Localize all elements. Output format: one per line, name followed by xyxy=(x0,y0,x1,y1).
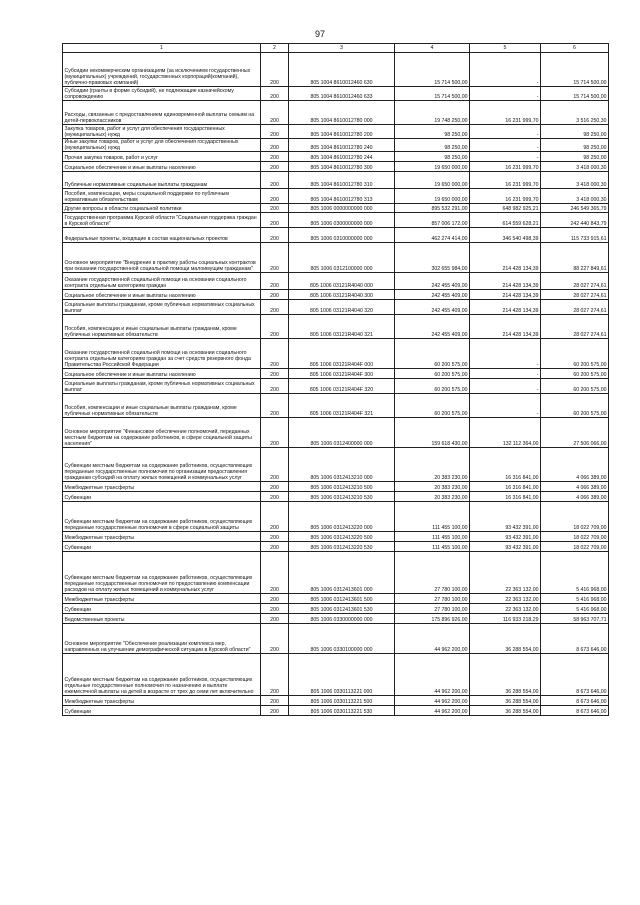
row-approved-cell: 111 455 100,00 xyxy=(395,532,470,542)
row-name-cell: Субвенции xyxy=(63,542,261,552)
row-grbs-cell: 200 xyxy=(261,604,289,614)
row-grbs-cell: 200 xyxy=(261,172,289,189)
budget-table xyxy=(62,43,609,716)
row-grbs-cell: 200 xyxy=(261,273,289,290)
row-grbs-cell: 200 xyxy=(261,300,289,315)
row-executed-cell: 16 231 999,70 xyxy=(470,189,541,204)
row-code-cell: 805 1004 8610012780 200 xyxy=(289,125,395,139)
row-remaining-cell: 18 022 709,00 xyxy=(541,542,609,552)
table-row xyxy=(63,542,609,552)
row-executed-cell: - xyxy=(470,53,541,87)
row-grbs-cell: 200 xyxy=(261,228,289,243)
row-approved-cell: 60 200 575,00 xyxy=(395,394,470,418)
row-name-cell: Межбюджетные трансферты xyxy=(63,696,261,706)
row-executed-cell: 16 231 999,70 xyxy=(470,162,541,172)
row-remaining-cell: 98 250,00 xyxy=(541,125,609,139)
row-code-cell: 805 1004 8610012780 310 xyxy=(289,172,395,189)
row-executed-cell: - xyxy=(470,379,541,394)
table-row xyxy=(63,482,609,492)
row-grbs-cell: 200 xyxy=(261,624,289,654)
row-grbs-cell: 200 xyxy=(261,53,289,87)
row-remaining-cell: 98 250,00 xyxy=(541,152,609,162)
row-name-cell: Основное мероприятие "Финансовое обеспечение полномочий, переданных местным бюджетам на содержание работников, в сфере социальной защиты населения" xyxy=(63,418,261,448)
header-cell: 6 xyxy=(541,44,609,53)
row-remaining-cell: 246 549 365,79 xyxy=(541,204,609,213)
row-name-cell: Иные закупки товаров, работ и услуг для обеспечения государственных (муниципальных) нужд xyxy=(63,139,261,152)
row-executed-cell: 36 288 554,00 xyxy=(470,706,541,716)
row-code-cell: 805 1006 0312100000 000 xyxy=(289,243,395,273)
row-remaining-cell: 8 673 646,00 xyxy=(541,706,609,716)
row-grbs-cell: 200 xyxy=(261,162,289,172)
row-approved-cell: 19 650 000,00 xyxy=(395,172,470,189)
row-remaining-cell: 4 066 389,00 xyxy=(541,492,609,502)
row-code-cell: 805 1006 0312413220 500 xyxy=(289,532,395,542)
row-approved-cell: 111 455 100,00 xyxy=(395,502,470,532)
row-executed-cell: - xyxy=(470,369,541,379)
row-approved-cell: 44 962 200,00 xyxy=(395,654,470,696)
row-approved-cell: 27 780 100,00 xyxy=(395,604,470,614)
row-code-cell: 805 1004 8610012780 313 xyxy=(289,189,395,204)
table-row xyxy=(63,532,609,542)
row-name-cell: Субсидии некоммерческим организациям (за исключением государственных (муниципальных) учреждений, государственных корпораций(компаний), публично-правовых компаний) xyxy=(63,53,261,87)
row-executed-cell: 132 112 364,00 xyxy=(470,418,541,448)
row-remaining-cell: 5 416 968,00 xyxy=(541,552,609,594)
row-executed-cell: 22 363 132,00 xyxy=(470,594,541,604)
row-grbs-cell: 200 xyxy=(261,101,289,125)
table-row xyxy=(63,125,609,139)
row-name-cell: Субвенции местным бюджетам на содержание работников, осуществляющих переданные государственные полномочия по организации предоставления гражданам субсидий на оплату жилых помещений и коммунальных услуг xyxy=(63,448,261,482)
table-row xyxy=(63,379,609,394)
table-row xyxy=(63,243,609,273)
row-executed-cell: - xyxy=(470,87,541,101)
row-code-cell: 805 1006 0300000000 000 xyxy=(289,213,395,228)
table-row xyxy=(63,492,609,502)
row-grbs-cell: 200 xyxy=(261,552,289,594)
row-executed-cell: - xyxy=(470,394,541,418)
row-name-cell: Основное мероприятие "Обеспечение реализации комплекса мер, направленных на улучшение демографической ситуации в Курской области" xyxy=(63,624,261,654)
table-row xyxy=(63,315,609,339)
row-code-cell: 805 1006 03121R4040 000 xyxy=(289,273,395,290)
row-remaining-cell: 88 227 849,61 xyxy=(541,243,609,273)
row-approved-cell: 60 200 575,00 xyxy=(395,369,470,379)
row-executed-cell: - xyxy=(470,125,541,139)
row-name-cell: Субвенции местным бюджетам на содержание работников, осуществляющих отдельные государственные полномочия по назначению и выплате ежемесячной выплаты на детей в возрасте от трех до семи лет включительно xyxy=(63,654,261,696)
row-executed-cell: - xyxy=(470,339,541,369)
row-approved-cell: 242 455 409,00 xyxy=(395,315,470,339)
row-grbs-cell: 200 xyxy=(261,152,289,162)
table-row xyxy=(63,654,609,696)
table-row xyxy=(63,228,609,243)
row-executed-cell: 93 432 391,00 xyxy=(470,532,541,542)
row-remaining-cell: 60 200 575,00 xyxy=(541,379,609,394)
row-code-cell: 805 1006 03121R404F 321 xyxy=(289,394,395,418)
row-executed-cell: 214 428 134,39 xyxy=(470,315,541,339)
row-executed-cell: 116 933 218,29 xyxy=(470,614,541,624)
row-grbs-cell: 200 xyxy=(261,492,289,502)
row-code-cell: 805 1004 8610012780 300 xyxy=(289,162,395,172)
row-remaining-cell: 8 673 646,00 xyxy=(541,624,609,654)
header-cell: 4 xyxy=(395,44,470,53)
row-grbs-cell: 200 xyxy=(261,696,289,706)
table-row xyxy=(63,101,609,125)
table-row xyxy=(63,162,609,172)
row-remaining-cell: 60 200 575,00 xyxy=(541,394,609,418)
row-name-cell: Оказание государственной социальной помощи на основании социального контракта отдельным категориям граждан xyxy=(63,273,261,290)
row-grbs-cell: 200 xyxy=(261,706,289,716)
row-executed-cell: 36 288 554,00 xyxy=(470,654,541,696)
budget-table-body xyxy=(63,44,609,716)
row-approved-cell: 20 383 230,00 xyxy=(395,448,470,482)
row-approved-cell: 175 896 926,00 xyxy=(395,614,470,624)
header-cell: 2 xyxy=(261,44,289,53)
row-code-cell: 805 1006 0312413210 530 xyxy=(289,492,395,502)
row-executed-cell: 214 428 134,39 xyxy=(470,290,541,300)
row-approved-cell: 44 962 200,00 xyxy=(395,706,470,716)
row-approved-cell: 19 650 000,00 xyxy=(395,162,470,172)
row-name-cell: Публичные нормативные социальные выплаты гражданам xyxy=(63,172,261,189)
table-row xyxy=(63,339,609,369)
row-name-cell: Пособия, компенсации, меры социальной поддержки по публичным нормативным обязательствам xyxy=(63,189,261,204)
table-row xyxy=(63,53,609,87)
row-name-cell: Прочая закупка товаров, работ и услуг xyxy=(63,152,261,162)
row-grbs-cell: 200 xyxy=(261,339,289,369)
row-approved-cell: 242 455 409,00 xyxy=(395,290,470,300)
row-name-cell: Пособия, компенсации и иные социальные выплаты гражданам, кроме публичных нормативных обязательств xyxy=(63,394,261,418)
row-grbs-cell: 200 xyxy=(261,87,289,101)
row-approved-cell: 44 962 200,00 xyxy=(395,696,470,706)
table-row xyxy=(63,300,609,315)
row-executed-cell: 16 231 999,70 xyxy=(470,172,541,189)
row-code-cell: 805 1006 0312413220 000 xyxy=(289,502,395,532)
row-executed-cell: 93 432 391,00 xyxy=(470,542,541,552)
table-row xyxy=(63,594,609,604)
row-grbs-cell: 200 xyxy=(261,315,289,339)
table-row xyxy=(63,604,609,614)
row-code-cell: 805 1006 0312400000 000 xyxy=(289,418,395,448)
row-approved-cell: 27 780 100,00 xyxy=(395,594,470,604)
row-executed-cell: - xyxy=(470,152,541,162)
row-executed-cell: 36 288 554,00 xyxy=(470,696,541,706)
table-row xyxy=(63,189,609,204)
row-approved-cell: 98 250,00 xyxy=(395,139,470,152)
row-remaining-cell: 28 027 274,61 xyxy=(541,290,609,300)
row-code-cell: 805 1006 03121R404F 320 xyxy=(289,379,395,394)
row-remaining-cell: 3 418 000,30 xyxy=(541,172,609,189)
table-row xyxy=(63,696,609,706)
row-approved-cell: 857 006 172,00 xyxy=(395,213,470,228)
row-approved-cell: 15 714 500,00 xyxy=(395,53,470,87)
row-code-cell: 805 1006 0312413601 500 xyxy=(289,594,395,604)
row-remaining-cell: 3 418 000,30 xyxy=(541,162,609,172)
row-approved-cell: 44 962 200,00 xyxy=(395,624,470,654)
row-grbs-cell: 200 xyxy=(261,482,289,492)
row-approved-cell: 242 455 409,00 xyxy=(395,300,470,315)
row-grbs-cell: 200 xyxy=(261,290,289,300)
row-remaining-cell: 60 200 575,00 xyxy=(541,369,609,379)
row-remaining-cell: 15 714 500,00 xyxy=(541,53,609,87)
row-code-cell: 805 1006 0330100000 000 xyxy=(289,624,395,654)
row-remaining-cell: 27 506 066,00 xyxy=(541,418,609,448)
row-remaining-cell: 3 516 250,30 xyxy=(541,101,609,125)
table-row xyxy=(63,552,609,594)
row-executed-cell: 648 982 925,21 xyxy=(470,204,541,213)
table-row xyxy=(63,706,609,716)
row-grbs-cell: 200 xyxy=(261,594,289,604)
row-name-cell: Субвенции местным бюджетам на содержание работников, осуществляющих переданные государственные полномочия в сфере социальной защиты xyxy=(63,502,261,532)
header-cell: 5 xyxy=(470,44,541,53)
row-name-cell: Расходы, связанные с предоставлением единовременной выплаты семьям на детей-первоклассников xyxy=(63,101,261,125)
table-row xyxy=(63,614,609,624)
row-name-cell: Субвенции xyxy=(63,706,261,716)
row-executed-cell: 93 432 391,00 xyxy=(470,502,541,532)
row-remaining-cell: 15 714 500,00 xyxy=(541,87,609,101)
row-executed-cell: 16 231 999,70 xyxy=(470,101,541,125)
row-remaining-cell: 18 022 709,00 xyxy=(541,502,609,532)
row-approved-cell: 895 532 291,00 xyxy=(395,204,470,213)
table-row xyxy=(63,139,609,152)
row-remaining-cell: 8 673 646,00 xyxy=(541,654,609,696)
row-code-cell: 805 1004 8610012780 244 xyxy=(289,152,395,162)
row-name-cell: Социальное обеспечение и иные выплаты населению xyxy=(63,369,261,379)
row-name-cell: Закупка товаров, работ и услуг для обеспечения государственных (муниципальных) нужд xyxy=(63,125,261,139)
table-row xyxy=(63,204,609,213)
table-row xyxy=(63,418,609,448)
row-code-cell: 805 1006 0312413210 000 xyxy=(289,448,395,482)
row-remaining-cell: 8 673 646,00 xyxy=(541,696,609,706)
row-name-cell: Субвенции xyxy=(63,604,261,614)
row-name-cell: Социальные выплаты гражданам, кроме публичных нормативных социальных выплат xyxy=(63,379,261,394)
row-approved-cell: 111 455 100,00 xyxy=(395,542,470,552)
row-remaining-cell: 242 440 843,79 xyxy=(541,213,609,228)
row-approved-cell: 462 274 414,00 xyxy=(395,228,470,243)
row-name-cell: Субсидии (гранты в форме субсидий), не подлежащие казначейскому сопровождению xyxy=(63,87,261,101)
row-name-cell: Федеральные проекты, входящие в состав национальных проектов xyxy=(63,228,261,243)
row-code-cell: 805 1006 0312413601 000 xyxy=(289,552,395,594)
row-code-cell: 805 1006 0330000000 000 xyxy=(289,614,395,624)
row-code-cell: 805 1006 0330113221 500 xyxy=(289,696,395,706)
row-remaining-cell: 28 027 274,61 xyxy=(541,273,609,290)
row-approved-cell: 15 714 500,00 xyxy=(395,87,470,101)
row-code-cell: 805 1004 8610012460 633 xyxy=(289,87,395,101)
row-code-cell: 805 1006 03121R4040 320 xyxy=(289,300,395,315)
table-header-row xyxy=(63,44,609,53)
row-name-cell: Ведомственные проекты xyxy=(63,614,261,624)
row-code-cell: 805 1006 0000000000 000 xyxy=(289,204,395,213)
row-name-cell: Межбюджетные трансферты xyxy=(63,532,261,542)
row-code-cell: 805 1006 0312413601 530 xyxy=(289,604,395,614)
row-name-cell: Субвенции местным бюджетам на содержание работников, осуществляющих переданные государственные полномочия по предоставлению компенсации расходов на оплату жилых помещений и коммунальных услуг xyxy=(63,552,261,594)
row-remaining-cell: 58 963 707,71 xyxy=(541,614,609,624)
row-name-cell: Социальные выплаты гражданам, кроме публичных нормативных социальных выплат xyxy=(63,300,261,315)
row-executed-cell: 214 428 134,39 xyxy=(470,300,541,315)
table-row xyxy=(63,87,609,101)
row-grbs-cell: 200 xyxy=(261,379,289,394)
row-name-cell: Основное мероприятие "Внедрение в практику работы социальных контрактов при оказании государственной социальной помощи малоимущим гражданам" xyxy=(63,243,261,273)
row-name-cell: Социальное обеспечение и иные выплаты населению xyxy=(63,290,261,300)
row-executed-cell: - xyxy=(470,139,541,152)
row-executed-cell: 214 428 134,39 xyxy=(470,243,541,273)
row-code-cell: 805 1006 0312413220 530 xyxy=(289,542,395,552)
page-number: 97 xyxy=(314,29,325,39)
table-row xyxy=(63,172,609,189)
row-grbs-cell: 200 xyxy=(261,125,289,139)
row-code-cell: 805 1006 0310000000 000 xyxy=(289,228,395,243)
row-grbs-cell: 200 xyxy=(261,418,289,448)
row-executed-cell: 36 288 554,00 xyxy=(470,624,541,654)
row-approved-cell: 60 200 575,00 xyxy=(395,379,470,394)
row-remaining-cell: 4 066 389,00 xyxy=(541,482,609,492)
row-remaining-cell: 5 416 968,00 xyxy=(541,604,609,614)
row-name-cell: Межбюджетные трансферты xyxy=(63,594,261,604)
table-row xyxy=(63,369,609,379)
row-code-cell: 805 1004 8610012460 630 xyxy=(289,53,395,87)
row-approved-cell: 242 455 409,00 xyxy=(395,273,470,290)
row-grbs-cell: 200 xyxy=(261,243,289,273)
row-name-cell: Другие вопросы в области социальной политики xyxy=(63,204,261,213)
table-row xyxy=(63,502,609,532)
row-approved-cell: 19 748 250,00 xyxy=(395,101,470,125)
row-name-cell: Оказание государственной социальной помощи на основании социального контракта отдельным категориям граждан за счет средств резервного фонда Правительства Российской Федерации xyxy=(63,339,261,369)
row-executed-cell: 346 540 498,39 xyxy=(470,228,541,243)
row-grbs-cell: 200 xyxy=(261,532,289,542)
row-approved-cell: 27 780 100,00 xyxy=(395,552,470,594)
row-executed-cell: 214 428 134,39 xyxy=(470,273,541,290)
header-cell: 3 xyxy=(289,44,395,53)
row-code-cell: 805 1006 0312413210 500 xyxy=(289,482,395,492)
row-code-cell: 805 1004 8610012780 000 xyxy=(289,101,395,125)
row-grbs-cell: 200 xyxy=(261,189,289,204)
header-cell: 1 xyxy=(63,44,261,53)
row-code-cell: 805 1006 03121R4040 321 xyxy=(289,315,395,339)
row-remaining-cell: 3 418 000,30 xyxy=(541,189,609,204)
table-row xyxy=(63,448,609,482)
row-approved-cell: 20 383 230,00 xyxy=(395,492,470,502)
row-remaining-cell: 28 027 274,61 xyxy=(541,315,609,339)
row-executed-cell: 16 316 841,00 xyxy=(470,482,541,492)
row-grbs-cell: 200 xyxy=(261,394,289,418)
row-grbs-cell: 200 xyxy=(261,542,289,552)
row-name-cell: Пособия, компенсации и иные социальные выплаты гражданам, кроме публичных нормативных обязательств xyxy=(63,315,261,339)
row-approved-cell: 20 383 230,00 xyxy=(395,482,470,492)
row-name-cell: Социальное обеспечение и иные выплаты населению xyxy=(63,162,261,172)
table-row xyxy=(63,290,609,300)
row-grbs-cell: 200 xyxy=(261,614,289,624)
row-grbs-cell: 200 xyxy=(261,204,289,213)
row-code-cell: 805 1006 03121R404F 000 xyxy=(289,339,395,369)
row-remaining-cell: 28 027 274,61 xyxy=(541,300,609,315)
table-row xyxy=(63,213,609,228)
table-row xyxy=(63,273,609,290)
row-code-cell: 805 1004 8610012780 240 xyxy=(289,139,395,152)
row-remaining-cell: 18 022 709,00 xyxy=(541,532,609,542)
row-code-cell: 805 1006 03121R404F 300 xyxy=(289,369,395,379)
row-executed-cell: 16 316 841,00 xyxy=(470,448,541,482)
table-row xyxy=(63,152,609,162)
row-approved-cell: 159 618 430,00 xyxy=(395,418,470,448)
row-approved-cell: 98 250,00 xyxy=(395,152,470,162)
row-remaining-cell: 5 416 968,00 xyxy=(541,594,609,604)
row-executed-cell: 22 363 132,00 xyxy=(470,604,541,614)
row-grbs-cell: 200 xyxy=(261,369,289,379)
row-grbs-cell: 200 xyxy=(261,502,289,532)
row-remaining-cell: 4 066 389,00 xyxy=(541,448,609,482)
row-code-cell: 805 1006 0330113221 530 xyxy=(289,706,395,716)
table-row xyxy=(63,394,609,418)
row-executed-cell: 614 559 628,21 xyxy=(470,213,541,228)
row-executed-cell: 16 316 841,00 xyxy=(470,492,541,502)
table-row xyxy=(63,624,609,654)
row-remaining-cell: 115 733 915,61 xyxy=(541,228,609,243)
row-approved-cell: 60 200 575,00 xyxy=(395,339,470,369)
row-approved-cell: 19 650 000,00 xyxy=(395,189,470,204)
row-name-cell: Субвенции xyxy=(63,492,261,502)
row-name-cell: Межбюджетные трансферты xyxy=(63,482,261,492)
row-remaining-cell: 98 250,00 xyxy=(541,139,609,152)
row-grbs-cell: 200 xyxy=(261,654,289,696)
row-name-cell: Государственная программа Курской области "Социальная поддержка граждан в Курской области" xyxy=(63,213,261,228)
row-grbs-cell: 200 xyxy=(261,139,289,152)
row-executed-cell: 22 363 132,00 xyxy=(470,552,541,594)
row-remaining-cell: 60 200 575,00 xyxy=(541,339,609,369)
row-approved-cell: 98 250,00 xyxy=(395,125,470,139)
row-code-cell: 805 1006 0330113221 000 xyxy=(289,654,395,696)
row-grbs-cell: 200 xyxy=(261,448,289,482)
row-code-cell: 805 1006 03121R4040 300 xyxy=(289,290,395,300)
row-grbs-cell: 200 xyxy=(261,213,289,228)
row-approved-cell: 302 655 984,00 xyxy=(395,243,470,273)
